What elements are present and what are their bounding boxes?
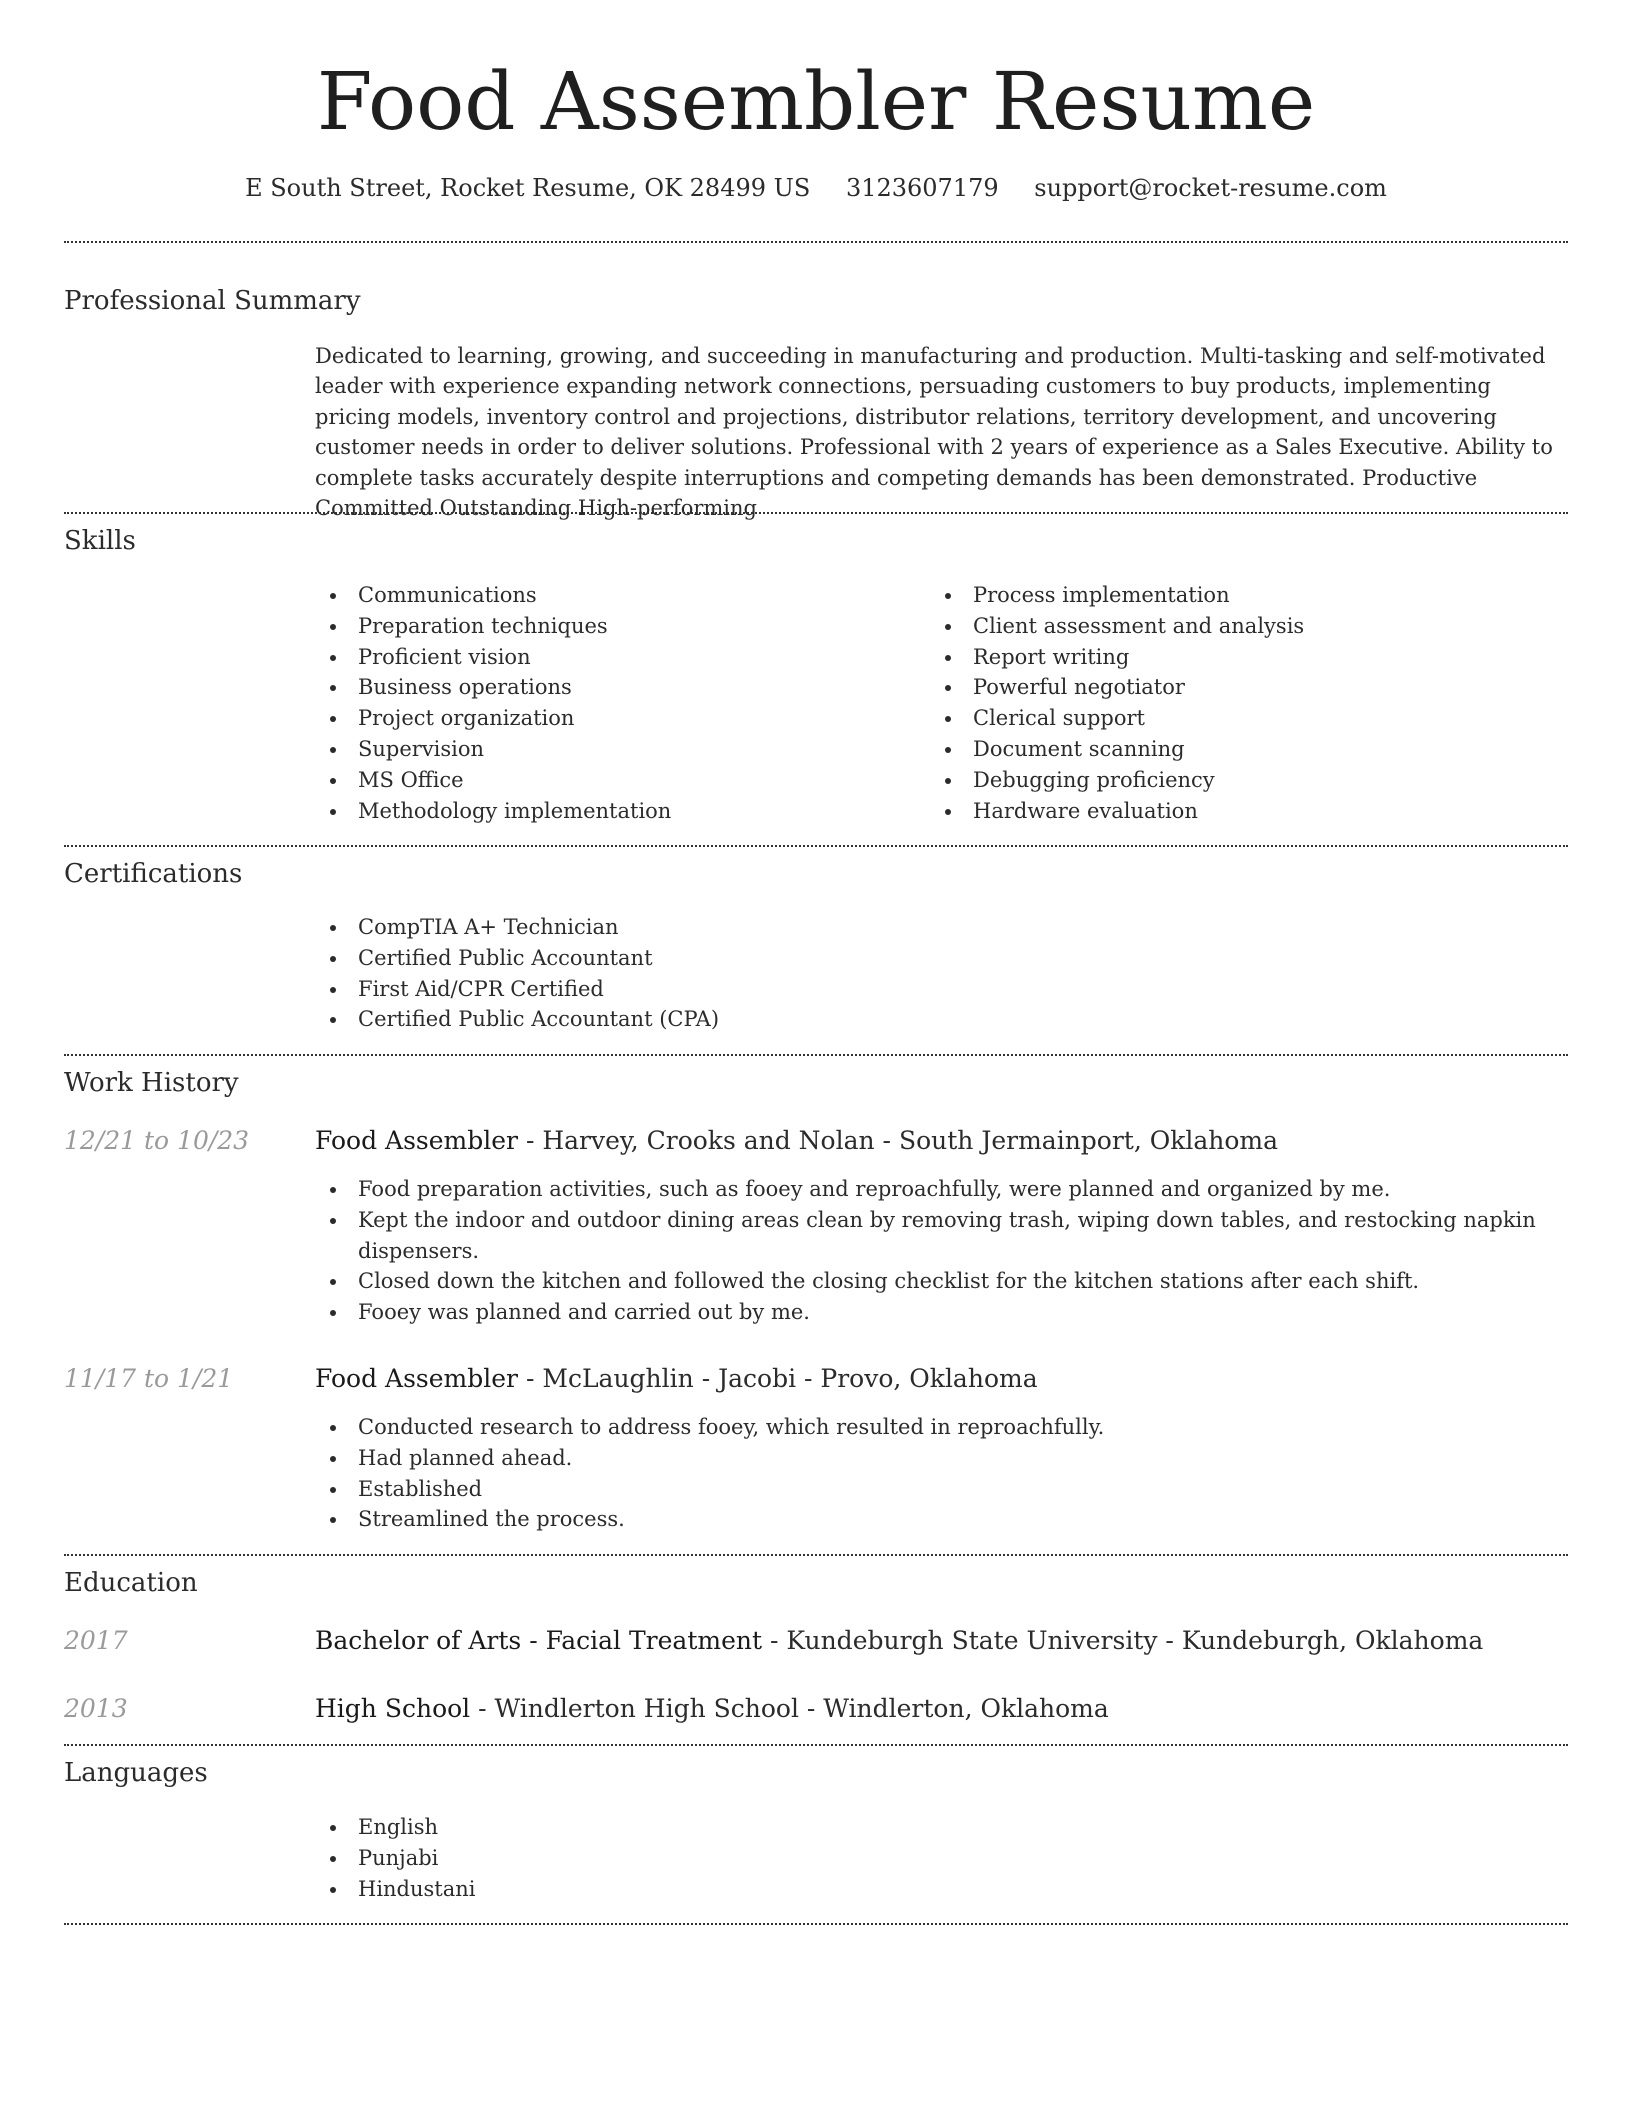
divider bbox=[64, 1054, 1568, 1056]
education-year: 2017 bbox=[64, 1626, 128, 1655]
section-title-certifications: Certifications bbox=[64, 859, 243, 889]
language-item: English bbox=[315, 1812, 915, 1843]
skill-item: Project organization bbox=[315, 703, 915, 734]
job-details: - McLaughlin - Jacobi - Provo, Oklahoma bbox=[518, 1364, 1038, 1393]
contact-line bbox=[0, 172, 1632, 204]
languages-list bbox=[315, 1812, 915, 1904]
job-bullet: Established bbox=[315, 1474, 1545, 1505]
language-item: Punjabi bbox=[315, 1843, 915, 1874]
contact-address: E South Street, Rocket Resume, OK 28499 US bbox=[245, 174, 811, 202]
skill-item: Supervision bbox=[315, 734, 915, 765]
job-bullets bbox=[315, 1412, 1545, 1535]
job-dates: 12/21 to 10/23 bbox=[64, 1126, 250, 1155]
education-details: - Windlerton High School - Windlerton, Oklahoma bbox=[470, 1694, 1109, 1723]
job-bullet: Streamlined the process. bbox=[315, 1504, 1545, 1535]
certification-item: Certified Public Accountant bbox=[315, 943, 1515, 974]
job-bullet: Conducted research to address fooey, which resulted in reproachfully. bbox=[315, 1412, 1545, 1443]
job-bullet: Had planned ahead. bbox=[315, 1443, 1545, 1474]
job-position: Food Assembler bbox=[315, 1364, 518, 1393]
education-year: 2013 bbox=[64, 1694, 128, 1723]
section-title-summary: Professional Summary bbox=[64, 286, 361, 316]
skill-item: Proficient vision bbox=[315, 642, 915, 673]
skill-item: Hardware evaluation bbox=[930, 796, 1530, 827]
skill-item: Report writing bbox=[930, 642, 1530, 673]
job-bullet: Closed down the kitchen and followed the closing checklist for the kitchen stations after each shift. bbox=[315, 1266, 1545, 1297]
skill-item: MS Office bbox=[315, 765, 915, 796]
skill-item: Document scanning bbox=[930, 734, 1530, 765]
contact-email: support@rocket-resume.com bbox=[1034, 174, 1387, 202]
section-title-languages: Languages bbox=[64, 1758, 208, 1788]
job-bullet: Kept the indoor and outdoor dining areas clean by removing trash, wiping down tables, and restocking napkin dispensers. bbox=[315, 1205, 1545, 1267]
job-dates: 11/17 to 1/21 bbox=[64, 1364, 234, 1393]
education-degree: Bachelor of Arts - Facial Treatment bbox=[315, 1626, 763, 1655]
skill-item: Clerical support bbox=[930, 703, 1530, 734]
divider bbox=[64, 1744, 1568, 1746]
divider bbox=[64, 1554, 1568, 1556]
education-degree: High School bbox=[315, 1694, 471, 1723]
section-title-skills: Skills bbox=[64, 526, 136, 556]
language-item: Hindustani bbox=[315, 1874, 915, 1905]
job-position: Food Assembler bbox=[315, 1126, 518, 1155]
job-heading bbox=[315, 1124, 1278, 1158]
section-title-work-history: Work History bbox=[64, 1068, 239, 1098]
education-details: - Kundeburgh State University - Kundeburgh, Oklahoma bbox=[762, 1626, 1484, 1655]
job-heading bbox=[315, 1362, 1038, 1396]
divider bbox=[64, 512, 1568, 514]
divider bbox=[64, 1923, 1568, 1925]
education-heading bbox=[315, 1692, 1109, 1726]
skill-item: Client assessment and analysis bbox=[930, 611, 1530, 642]
skills-list-left bbox=[315, 580, 915, 826]
section-title-education: Education bbox=[64, 1568, 198, 1598]
job-bullet: Fooey was planned and carried out by me. bbox=[315, 1297, 1545, 1328]
education-heading bbox=[315, 1624, 1483, 1658]
contact-phone: 3123607179 bbox=[845, 174, 999, 202]
summary-text: Dedicated to learning, growing, and succeeding in manufacturing and production. Multi-tasking and self-motivated leader with experience expanding network connections, persuading customers to buy products, implementing pricing models, inventory control and projections, distributor relations, territory development, and uncovering customer needs in order to deliver solutions. Professional with 2 years of experience as a Sales Executive. Ability to complete tasks accurately despite interruptions and competing demands has been demonstrated. Productive Committed Outstanding High-performing bbox=[315, 344, 1553, 521]
certification-item: First Aid/CPR Certified bbox=[315, 974, 1515, 1005]
divider bbox=[64, 241, 1568, 243]
skill-item: Preparation techniques bbox=[315, 611, 915, 642]
job-details: - Harvey, Crooks and Nolan - South Jermainport, Oklahoma bbox=[518, 1126, 1279, 1155]
certification-item: CompTIA A+ Technician bbox=[315, 912, 1515, 943]
skill-item: Communications bbox=[315, 580, 915, 611]
certification-item: Certified Public Accountant (CPA) bbox=[315, 1004, 1515, 1035]
skill-item: Business operations bbox=[315, 672, 915, 703]
divider bbox=[64, 845, 1568, 847]
certifications-list bbox=[315, 912, 1515, 1035]
job-bullets bbox=[315, 1174, 1545, 1328]
skill-item: Debugging proficiency bbox=[930, 765, 1530, 796]
skill-item: Process implementation bbox=[930, 580, 1530, 611]
skill-item: Powerful negotiator bbox=[930, 672, 1530, 703]
skill-item: Methodology implementation bbox=[315, 796, 915, 827]
resume-title: Food Assembler Resume bbox=[316, 55, 1316, 148]
skills-list-right bbox=[930, 580, 1530, 826]
job-bullet: Food preparation activities, such as fooey and reproachfully, were planned and organized by me. bbox=[315, 1174, 1545, 1205]
